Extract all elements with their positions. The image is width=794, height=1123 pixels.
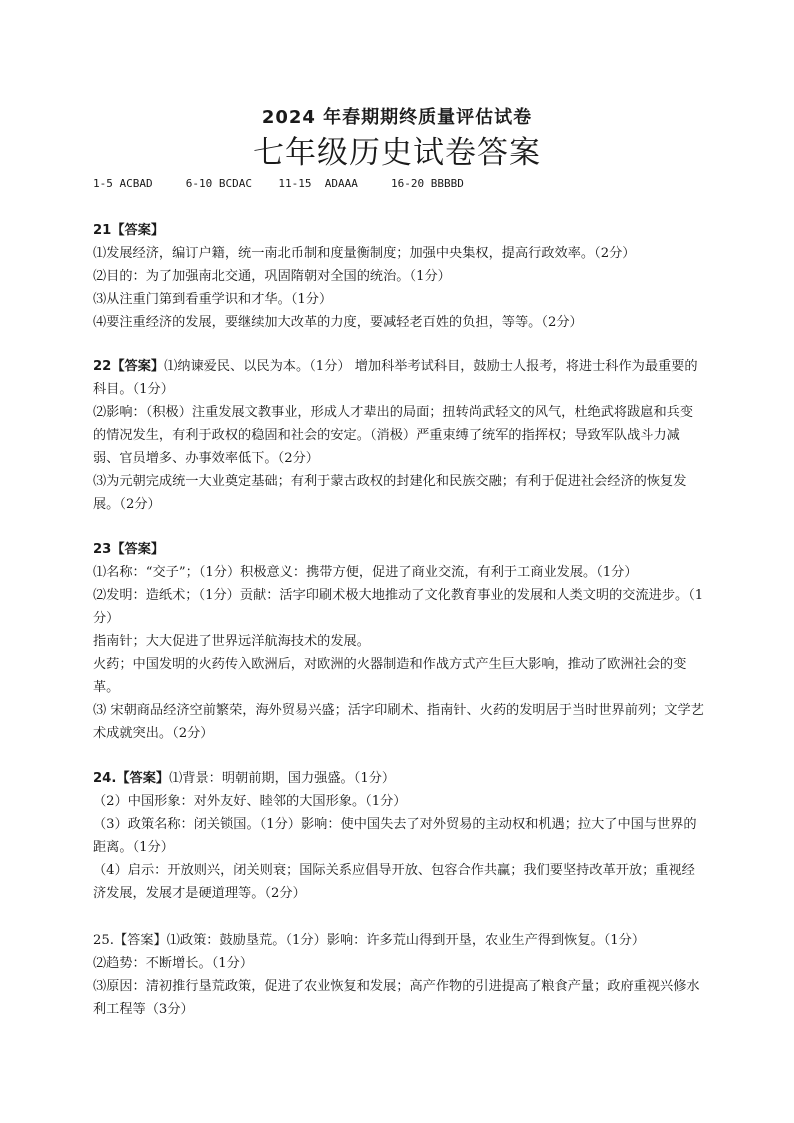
answer-line: 指南针；大大促进了世界远洋航海技术的发展。 [93,634,370,649]
answer-line: 24.【答案】⑴背景：明朝前期，国力强盛。（1分） [93,771,396,786]
question-number: 23【答案】 [93,542,165,557]
answer-line: ⑵影响：（积极）注重发展文教事业，形成人才辈出的局面；扭转尚武轻文的风气，杜绝武将跋扈和兵变的情况发生，有利于政权的稳固和社会的安定。（消极）严重束缚了统军的指挥权；导致军队战斗力减弱、官员增多、办事效率低下。（2分） [93,405,694,466]
question-number: 25.【答案】 [93,933,167,948]
answer-line: 22【答案】⑴纳谏爱民、以民为本。（1分） 增加科举考试科目，鼓励士人报考，将进士科作为最重要的科目。（1分） [93,359,698,397]
question-22-answer [93,355,705,516]
exam-title: 2024 年春期期终质量评估试卷 [261,107,533,128]
answer-line: 21【答案】⑴发展经济，编订户籍，统一南北币制和度量衡制度；加强中央集权，提高行政效率。（2分） [93,223,636,261]
answer-line: （4）启示：开放则兴，闭关则衰；国际关系应倡导开放、包容合作共赢；我们要坚持改革开放；重视经济发展，发展才是硬道理等。（2分） [93,863,695,901]
answer-line: ⑵发明：造纸术；（1分）贡献：活字印刷术极大地推动了文化教育事业的发展和人类文明的交流进步。（1分） [93,588,704,626]
answer-line: ⑵趋势：不断增长。（1分） [93,956,254,971]
answer-line: ⑶从注重门第到看重学识和才华。（1分） [93,292,333,307]
answer-line: （3）政策名称：闭关锁国。（1分）影响：使中国失去了对外贸易的主动权和机遇；拉大了中国与世界的距离。（1分） [93,817,697,855]
question-number: 24.【答案】 [93,771,170,786]
multiple-choice-answers: 1-5 ACBAD 6-10 BCDAC 11-15 ADAAA 16-20 BBBBD [93,177,464,190]
answer-line: 火药；中国发明的火药传入欧洲后，对欧洲的火器制造和作战方式产生巨大影响，推动了欧洲社会的变革。 [93,657,687,695]
answer-line: ⑶为元朝完成统一大业奠定基础；有利于蒙古政权的封建化和民族交融；有利于促进社会经济的恢复发展。（2分） [93,474,687,512]
answer-line: ⑶ 宋朝商品经济空前繁荣，海外贸易兴盛；活字印刷术、指南针、火药的发明居于当时世界前列；文学艺术成就突出。（2分） [93,703,704,741]
answer-line: ⑶原因：清初推行垦荒政策，促进了农业恢复和发展；高产作物的引进提高了粮食产量；政府重视兴修水利工程等（3分） [93,979,700,1017]
question-number: 21【答案】 [93,223,165,238]
answer-line: ⑵目的：为了加强南北交通，巩固隋朝对全国的统治。（1分） [93,269,451,284]
question-25-answer [93,929,705,1021]
answer-line: （2）中国形象：对外友好、睦邻的大国形象。（1分） [93,794,407,809]
answer-title: 七年级历史试卷答案 [253,135,541,171]
question-21-answer [93,219,705,334]
question-23-answer [93,538,705,745]
answer-line: ⑷要注重经济的发展，要继续加大改革的力度，要减轻老百姓的负担，等等。（2分） [93,315,583,330]
answer-line: 25.【答案】⑴政策：鼓励垦荒。（1分）影响：许多荒山得到开垦，农业生产得到恢复。（1分） [93,933,646,948]
question-24-answer [93,767,705,905]
question-number: 22【答案】 [93,359,165,374]
answer-line: 23【答案】⑴名称：“交子”；（1分）积极意义：携带方便，促进了商业交流，有利于工商业发展。（1分） [93,542,638,580]
